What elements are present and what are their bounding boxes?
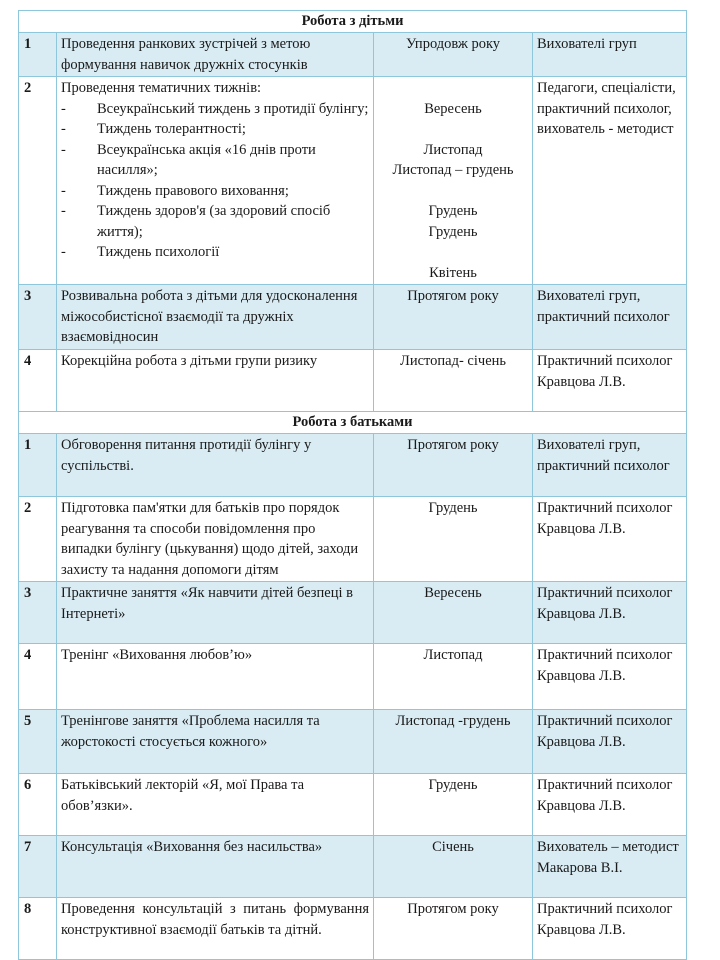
period-text: Грудень xyxy=(428,223,478,240)
plan-document xyxy=(18,10,686,960)
dash-bullet: - xyxy=(61,244,66,260)
table-row xyxy=(19,497,687,582)
table-row xyxy=(19,710,687,774)
table-row xyxy=(19,434,687,497)
period-text: Упродовж року xyxy=(374,33,533,77)
activity-text: Консультація «Виховання без насильства» xyxy=(57,836,374,898)
row-number: 1 xyxy=(19,434,57,497)
dash-bullet: - xyxy=(61,141,66,158)
list-item-text: Всеукраїнський тиждень з протидії булінгу; xyxy=(97,100,369,117)
section-header-parents xyxy=(19,412,687,434)
period-text: Протягом року xyxy=(374,898,533,960)
table-row xyxy=(19,898,687,960)
activity-text: Корекційна робота з дітьми групи ризику xyxy=(57,350,374,412)
table-row xyxy=(19,350,687,412)
list-item xyxy=(61,119,369,140)
activity-text: Тренінгове заняття «Проблема насилля та жорстокості стосується кожного» xyxy=(57,710,374,774)
activity-text: Батьківський лекторій «Я, мої Права та обов’язки». xyxy=(57,774,374,836)
list-item xyxy=(61,242,369,263)
row-number: 5 xyxy=(19,710,57,774)
responsible-text: Практичний психолог Кравцова Л.В. xyxy=(533,497,687,582)
period-text: Січень xyxy=(374,836,533,898)
row-number: 6 xyxy=(19,774,57,836)
row-number: 4 xyxy=(19,350,57,412)
activity-text: Практичне заняття «Як навчити дітей безпеці в Інтернеті» xyxy=(57,582,374,644)
responsible-text: Практичний психолог Кравцова Л.В. xyxy=(533,898,687,960)
row-number: 1 xyxy=(19,33,57,77)
row-number: 3 xyxy=(19,582,57,644)
section-title-children: Робота з дітьми xyxy=(19,11,687,33)
table-row xyxy=(19,33,687,77)
dash-bullet: - xyxy=(61,100,66,117)
table-row xyxy=(19,77,687,285)
thematic-weeks-list xyxy=(61,99,369,263)
list-item-text: Тиждень толерантності; xyxy=(97,121,246,137)
dash-bullet: - xyxy=(61,203,66,219)
activity-text: Обговорення питання протидії булінгу у суспільстві. xyxy=(57,434,374,497)
responsible-text: Практичний психолог Кравцова Л.В. xyxy=(533,710,687,774)
list-item xyxy=(61,140,369,181)
row-number: 3 xyxy=(19,285,57,350)
responsible-text: Вихователі груп, практичний психолог xyxy=(533,285,687,350)
list-item xyxy=(61,181,369,202)
list-item-text: Всеукраїнська акція «16 днів проти насилля»; xyxy=(97,141,316,178)
list-item xyxy=(61,99,369,120)
period-text: Листопад -грудень xyxy=(374,710,533,774)
period-text: Листопад – грудень xyxy=(392,162,514,178)
table-row xyxy=(19,836,687,898)
activity-text: Підготовка пам'ятки для батьків про порядок реагування та способи повідомлення про випадки булінгу (цькування) щодо дітей, заходи захисту та надання допомоги дітям xyxy=(57,497,374,582)
list-item xyxy=(61,201,369,242)
dash-bullet: - xyxy=(61,121,66,137)
responsible-text: Практичний психолог Кравцова Л.В. xyxy=(533,350,687,412)
activity-text: Тренінг «Виховання любов’ю» xyxy=(57,644,374,710)
responsible-text: Практичний психолог Кравцова Л.В. xyxy=(533,774,687,836)
period-text: Грудень xyxy=(374,497,533,582)
table-row xyxy=(19,285,687,350)
period-text: Грудень xyxy=(374,774,533,836)
period-text: Квітень xyxy=(429,264,477,281)
period-text: Вересень xyxy=(374,582,533,644)
plan-table xyxy=(18,10,687,960)
list-item-text: Тиждень психології xyxy=(97,244,220,260)
responsible-text: Вихователь – методист Макарова В.І. xyxy=(533,836,687,898)
responsible-text: Вихователі груп, практичний психолог xyxy=(533,434,687,497)
period-text: Вересень xyxy=(424,100,482,117)
activity-cell xyxy=(57,77,374,285)
period-text: Протягом року xyxy=(374,434,533,497)
list-item-text: Тиждень здоров'я (за здоровий спосіб життя); xyxy=(97,203,331,240)
activity-text: Розвивальна робота з дітьми для удосконалення міжособистісної взаємодії та дружніх взаємовідносин xyxy=(57,285,374,350)
activity-text: Проведення консультацій з питань формування конструктивної взаємодії батьків та дітнй. xyxy=(57,898,374,960)
responsible-text: Педагоги, спеціалісти, практичний психолог, вихователь - методист xyxy=(533,77,687,285)
period-cell xyxy=(374,77,533,285)
row-number: 2 xyxy=(19,497,57,582)
row-number: 4 xyxy=(19,644,57,710)
period-text: Листопад- січень xyxy=(374,350,533,412)
list-item-text: Тиждень правового виховання; xyxy=(97,182,289,199)
row-number: 2 xyxy=(19,77,57,285)
period-text: Листопад xyxy=(374,644,533,710)
table-row xyxy=(19,644,687,710)
section-header-children xyxy=(19,11,687,33)
period-text: Протягом року xyxy=(374,285,533,350)
row-number: 7 xyxy=(19,836,57,898)
table-row xyxy=(19,774,687,836)
activity-text: Проведення ранкових зустрічей з метою формування навичок дружніх стосунків xyxy=(57,33,374,77)
responsible-text: Практичний психолог Кравцова Л.В. xyxy=(533,582,687,644)
period-text: Грудень xyxy=(428,203,478,219)
table-row xyxy=(19,582,687,644)
responsible-text: Вихователі груп xyxy=(533,33,687,77)
activity-text: Проведення тематичних тижнів: xyxy=(61,80,262,96)
dash-bullet: - xyxy=(61,182,66,199)
row-number: 8 xyxy=(19,898,57,960)
section-title-parents: Робота з батьками xyxy=(19,412,687,434)
responsible-text: Практичний психолог Кравцова Л.В. xyxy=(533,644,687,710)
period-text: Листопад xyxy=(423,141,483,158)
